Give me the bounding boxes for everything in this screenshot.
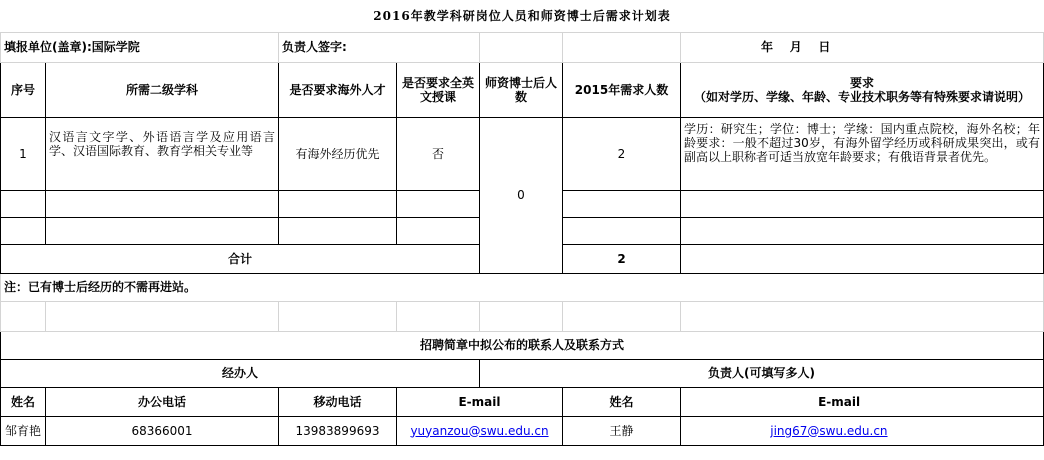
handler-title: 经办人 <box>1 359 480 387</box>
header-no: 序号 <box>1 62 46 117</box>
row-demand-2015: 2 <box>563 117 681 190</box>
leader-header-name: 姓名 <box>563 387 681 416</box>
page-title: 2016年教学科研岗位人员和师资博士后需求计划表 <box>373 8 671 23</box>
blank-cell <box>563 301 681 331</box>
leader-header-office-phone <box>681 395 685 409</box>
empty-cell <box>563 217 681 244</box>
handler-name: 邹育艳 <box>1 416 46 445</box>
leader-email-link[interactable]: jing67@swu.edu.cn <box>770 423 888 438</box>
blank-cell <box>480 301 563 331</box>
contact-header-name: 姓名 <box>1 387 46 416</box>
total-value: 2 <box>563 244 681 273</box>
leader-contact-group <box>681 416 1044 445</box>
blank-cell <box>480 32 563 62</box>
handler-email-cell <box>397 416 563 445</box>
header-english: 是否要求全英文授课 <box>397 62 480 117</box>
blank-cell <box>46 301 279 331</box>
filling-unit: 填报单位(盖章):国际学院 <box>1 32 279 62</box>
row-requirements: 学历：研究生；学位：博士；学缘：国内重点院校，海外名校；年龄要求：一般不超过30岁，有海外留学经历或科研成果突出，或有副高以上职称者可适当放宽年龄要求；有俄语背景者优先。 <box>681 117 1044 190</box>
requirements-title: 要求 <box>849 75 874 90</box>
leader-header-group <box>681 387 1044 416</box>
row-no: 1 <box>1 117 46 190</box>
empty-cell <box>1 190 46 217</box>
requirements-subtitle: （如对学历、学缘、年龄、专业技术职务等有特殊要求请说明） <box>693 89 1030 104</box>
empty-cell <box>681 217 1044 244</box>
row-overseas: 有海外经历优先 <box>279 117 397 190</box>
blank-cell <box>1 301 46 331</box>
empty-cell <box>681 190 1044 217</box>
blank-cell <box>397 301 480 331</box>
leader-header-email: E-mail <box>818 394 861 409</box>
postdoc-count: 0 <box>480 117 563 273</box>
row-english: 否 <box>397 117 480 190</box>
row-discipline: 汉语言文字学、外语语言学及应用语言学、汉语国际教育、教育学相关专业等 <box>46 117 279 190</box>
header-overseas: 是否要求海外人才 <box>279 62 397 117</box>
empty-cell <box>279 217 397 244</box>
header-postdoc: 师资博士后人数 <box>480 62 563 117</box>
total-label: 合计 <box>1 244 480 273</box>
blank-cell <box>681 301 1044 331</box>
header-requirements <box>681 62 1044 117</box>
empty-cell <box>397 217 480 244</box>
note: 注：已有博士后经历的不需再进站。 <box>1 273 1044 301</box>
header-demand-2015: 2015年需求人数 <box>563 62 681 117</box>
empty-cell <box>46 190 279 217</box>
leader-signature: 负责人签字: <box>279 32 480 62</box>
contact-header-office-phone: 办公电话 <box>46 387 279 416</box>
empty-cell <box>563 190 681 217</box>
leader-name: 王静 <box>563 416 681 445</box>
contact-header-mobile: 移动电话 <box>279 387 397 416</box>
blank-cell <box>279 301 397 331</box>
leader-title: 负责人(可填写多人) <box>480 359 1044 387</box>
empty-cell <box>279 190 397 217</box>
blank-cell <box>563 32 681 62</box>
empty-cell <box>681 244 1044 273</box>
contact-section-title: 招聘简章中拟公布的联系人及联系方式 <box>1 331 1044 359</box>
empty-cell <box>397 190 480 217</box>
fill-date: 年 月 日 <box>681 32 1044 62</box>
header-discipline: 所需二级学科 <box>46 62 279 117</box>
handler-email-link[interactable]: yuyanzou@swu.edu.cn <box>410 423 549 438</box>
empty-cell <box>1 217 46 244</box>
contact-header-email: E-mail <box>397 387 563 416</box>
handler-mobile: 13983899693 <box>279 416 397 445</box>
empty-cell <box>46 217 279 244</box>
handler-office-phone: 68366001 <box>46 416 279 445</box>
